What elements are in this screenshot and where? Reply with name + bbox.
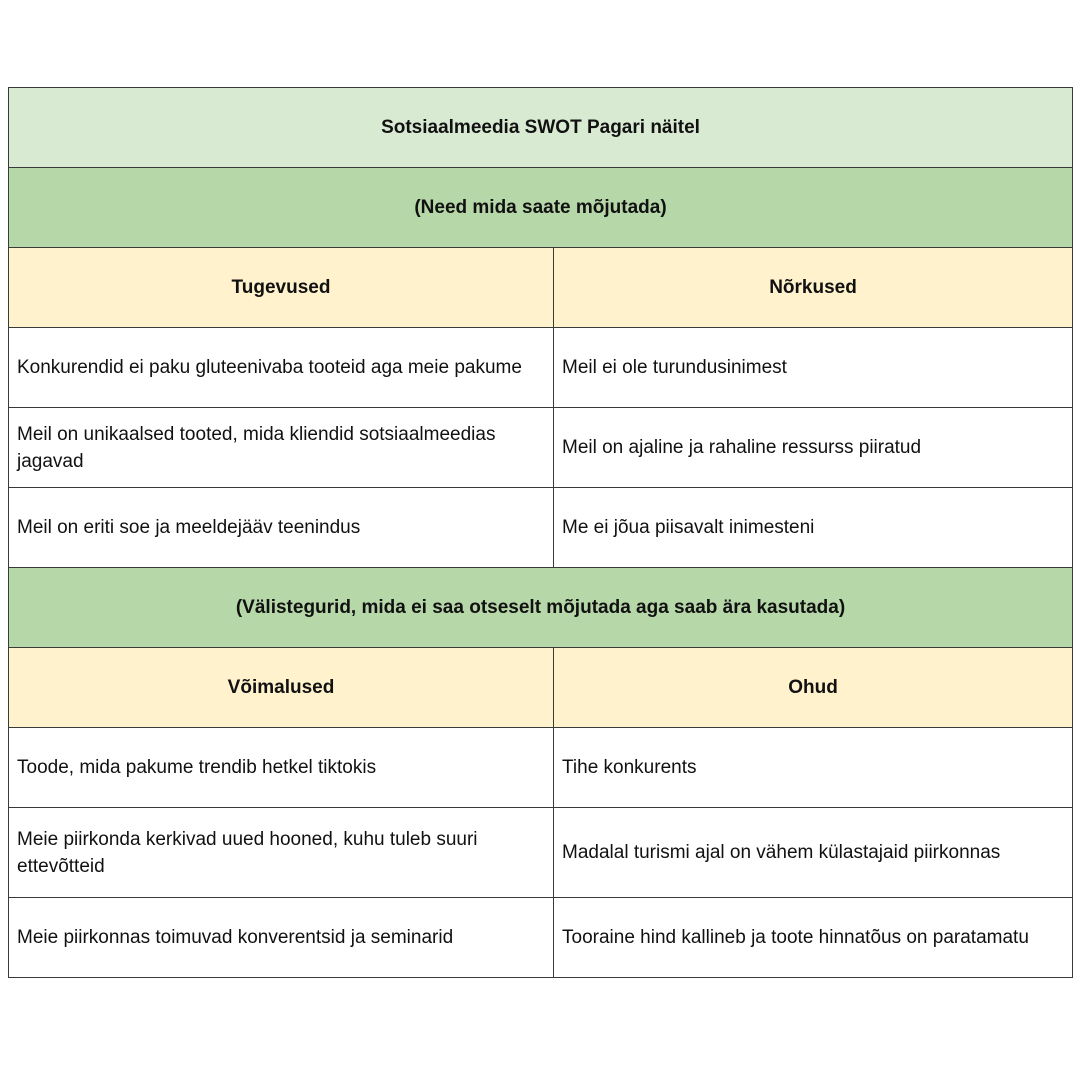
internal-header-row	[9, 248, 1073, 328]
table-title: Sotsiaalmeedia SWOT Pagari näitel	[9, 88, 1073, 168]
table-row	[9, 408, 1073, 488]
strength-cell: Meil on eriti soe ja meeldejääv teenindus	[9, 488, 554, 568]
strength-cell: Meil on unikaalsed tooted, mida kliendid sotsiaalmeedias jagavad	[9, 408, 554, 488]
threat-cell: Tihe konkurents	[554, 728, 1073, 808]
table-row	[9, 728, 1073, 808]
opportunities-header: Võimalused	[9, 648, 554, 728]
weaknesses-header: Nõrkused	[554, 248, 1073, 328]
external-section-label: (Välistegurid, mida ei saa otseselt mõjutada aga saab ära kasutada)	[9, 568, 1073, 648]
opportunity-cell: Toode, mida pakume trendib hetkel tiktokis	[9, 728, 554, 808]
table-row	[9, 808, 1073, 898]
table-row	[9, 898, 1073, 978]
external-section-row	[9, 568, 1073, 648]
opportunity-cell: Meie piirkonnas toimuvad konverentsid ja seminarid	[9, 898, 554, 978]
title-row	[9, 88, 1073, 168]
threat-cell: Tooraine hind kallineb ja toote hinnatõus on paratamatu	[554, 898, 1073, 978]
threats-header: Ohud	[554, 648, 1073, 728]
table-row	[9, 328, 1073, 408]
weakness-cell: Me ei jõua piisavalt inimesteni	[554, 488, 1073, 568]
strengths-header: Tugevused	[9, 248, 554, 328]
threat-cell: Madalal turismi ajal on vähem külastajaid piirkonnas	[554, 808, 1073, 898]
table-row	[9, 488, 1073, 568]
strength-cell: Konkurendid ei paku gluteenivaba tooteid aga meie pakume	[9, 328, 554, 408]
internal-section-label: (Need mida saate mõjutada)	[9, 168, 1073, 248]
weakness-cell: Meil ei ole turundusinimest	[554, 328, 1073, 408]
opportunity-cell: Meie piirkonda kerkivad uued hooned, kuhu tuleb suuri ettevõtteid	[9, 808, 554, 898]
weakness-cell: Meil on ajaline ja rahaline ressurss piiratud	[554, 408, 1073, 488]
internal-section-row	[9, 168, 1073, 248]
swot-table	[8, 87, 1073, 978]
external-header-row	[9, 648, 1073, 728]
